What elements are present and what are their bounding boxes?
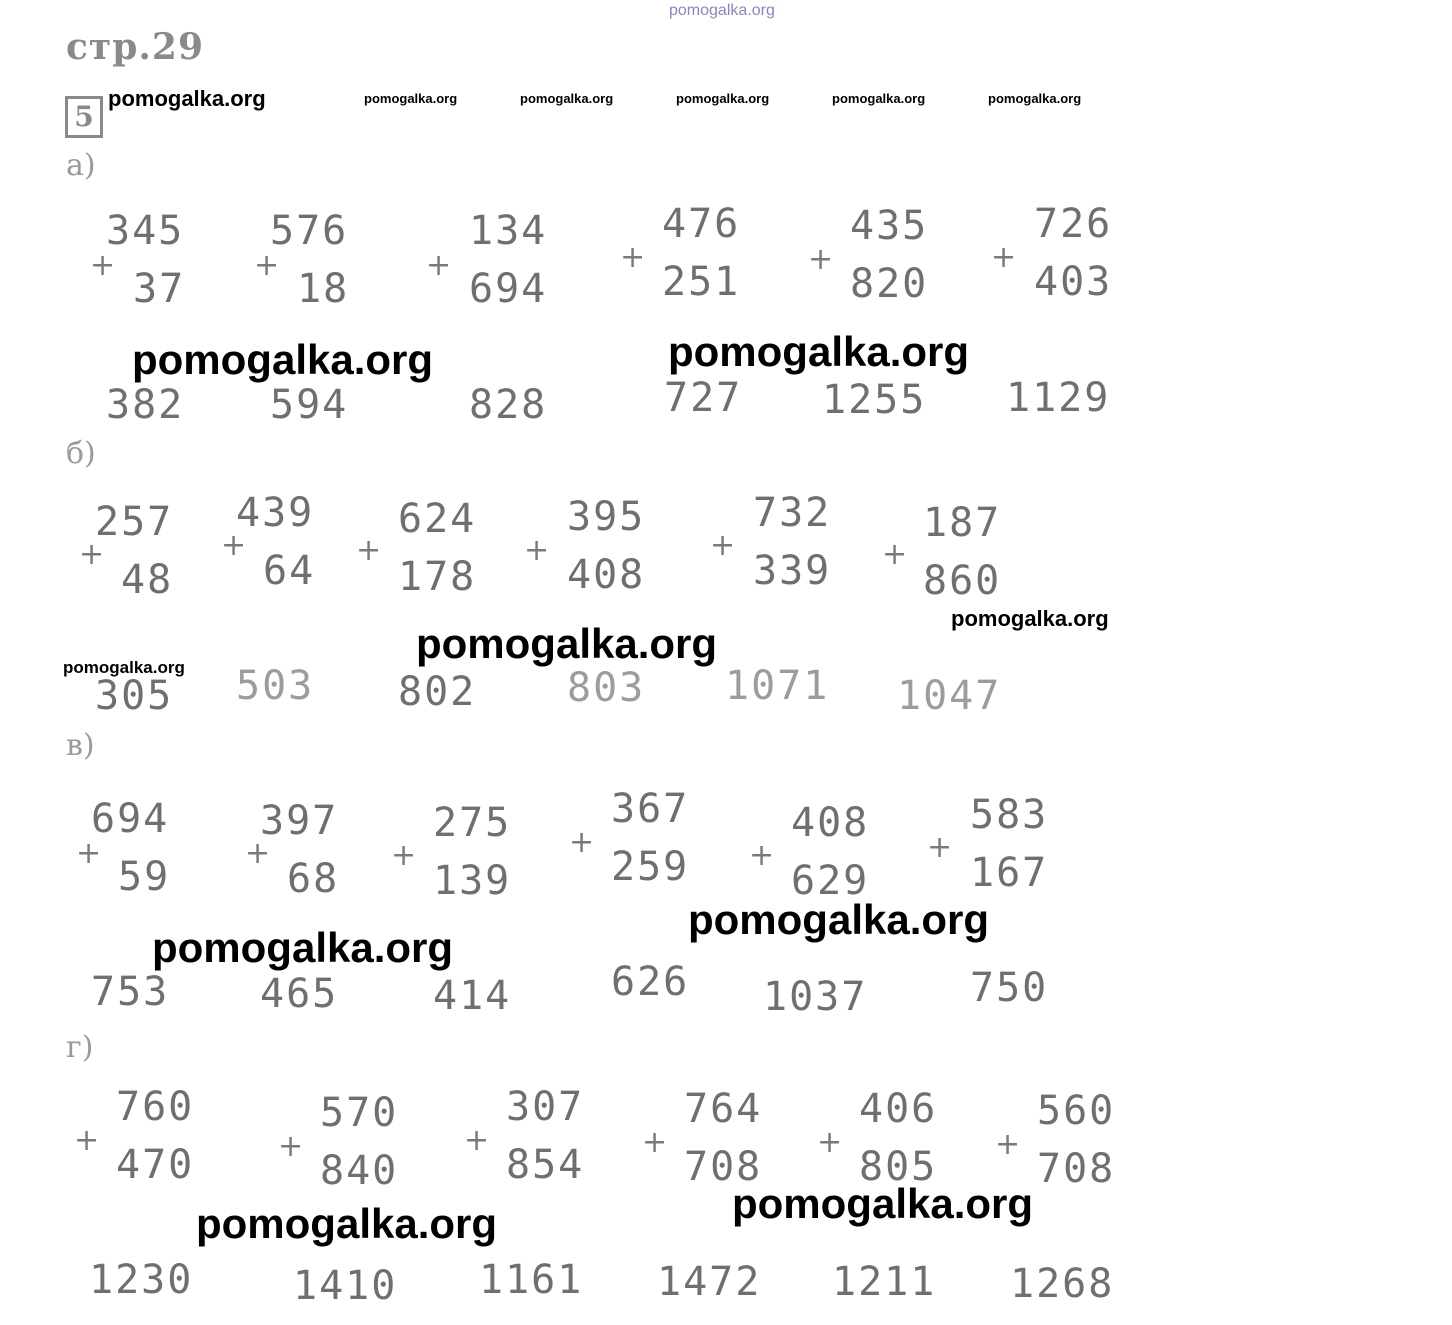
- addend-top: 476: [662, 201, 741, 247]
- plus-sign: +: [808, 242, 834, 277]
- watermark: pomogalka.org: [988, 91, 1082, 106]
- addend-top: 275: [433, 800, 512, 846]
- addend-top: 694: [91, 796, 170, 842]
- page-header: стр.29: [66, 26, 205, 68]
- addend-bottom: 178: [398, 554, 477, 600]
- plus-sign: +: [464, 1123, 490, 1158]
- sum-result: 1047: [897, 673, 1002, 719]
- watermark: pomogalka.org: [832, 91, 926, 106]
- plus-sign: +: [74, 1123, 100, 1158]
- plus-sign: +: [710, 528, 736, 563]
- addend-bottom: 860: [923, 558, 1002, 604]
- sum-result: 414: [433, 973, 512, 1019]
- watermark: pomogalka.org: [676, 91, 770, 106]
- addend-top: 406: [859, 1086, 938, 1132]
- plus-sign: +: [426, 248, 452, 283]
- addend-bottom: 139: [433, 858, 512, 904]
- plus-sign: +: [90, 248, 116, 283]
- addend-top: 395: [567, 494, 646, 540]
- watermark: pomogalka.org: [416, 620, 718, 667]
- plus-sign: +: [620, 240, 646, 275]
- addend-bottom: 37: [133, 266, 186, 312]
- addend-bottom: 854: [506, 1142, 585, 1188]
- plus-sign: +: [79, 537, 105, 572]
- addend-top: 408: [791, 800, 870, 846]
- top-watermark: pomogalka.org: [669, 2, 775, 19]
- plus-sign: +: [221, 528, 247, 563]
- sum-result: 1410: [293, 1263, 398, 1309]
- sum-result: 594: [270, 382, 349, 428]
- plus-sign: +: [524, 533, 550, 568]
- addend-bottom: 64: [263, 548, 316, 594]
- plus-sign: +: [356, 533, 382, 568]
- addend-top: 624: [398, 496, 477, 542]
- section-label-v: в): [66, 728, 95, 763]
- addend-top: 760: [116, 1084, 195, 1130]
- watermark: pomogalka.org: [152, 924, 454, 971]
- addend-bottom: 840: [320, 1148, 399, 1194]
- plus-sign: +: [927, 830, 953, 865]
- watermark: pomogalka.org: [132, 336, 434, 383]
- sum-result: 626: [611, 959, 690, 1005]
- addend-bottom: 708: [684, 1144, 763, 1190]
- addend-bottom: 694: [469, 266, 548, 312]
- watermark: pomogalka.org: [364, 91, 458, 106]
- plus-sign: +: [254, 248, 280, 283]
- addend-bottom: 18: [297, 266, 350, 312]
- addend-top: 576: [270, 208, 349, 254]
- plus-sign: +: [817, 1125, 843, 1160]
- plus-sign: +: [391, 838, 417, 873]
- addend-bottom: 470: [116, 1142, 195, 1188]
- sum-result: 828: [469, 382, 548, 428]
- sum-result: 750: [970, 965, 1049, 1011]
- addend-bottom: 68: [287, 856, 340, 902]
- plus-sign: +: [995, 1127, 1021, 1162]
- watermark: pomogalka.org: [196, 1200, 498, 1247]
- plus-sign: +: [76, 836, 102, 871]
- addend-bottom: 708: [1037, 1146, 1116, 1192]
- addend-top: 435: [850, 203, 929, 249]
- addend-bottom: 805: [859, 1144, 938, 1190]
- watermark: pomogalka.org: [668, 328, 970, 375]
- addend-bottom: 59: [118, 854, 171, 900]
- watermark: pomogalka.org: [951, 606, 1109, 631]
- addend-top: 764: [684, 1086, 763, 1132]
- plus-sign: +: [749, 838, 775, 873]
- sum-result: 753: [91, 969, 170, 1015]
- sum-result: 382: [106, 382, 185, 428]
- addend-top: 367: [611, 786, 690, 832]
- addend-top: 560: [1037, 1088, 1116, 1134]
- addend-bottom: 820: [850, 261, 929, 307]
- addend-top: 732: [753, 490, 832, 536]
- addend-top: 570: [320, 1090, 399, 1136]
- sum-result: 1211: [832, 1259, 937, 1305]
- sum-result: 1230: [89, 1257, 194, 1303]
- plus-sign: +: [882, 537, 908, 572]
- addend-top: 726: [1034, 201, 1113, 247]
- addend-top: 439: [236, 490, 315, 536]
- watermark: pomogalka.org: [688, 896, 990, 943]
- addend-top: 345: [106, 208, 185, 254]
- addend-bottom: 48: [121, 557, 174, 603]
- addend-bottom: 408: [567, 552, 646, 598]
- plus-sign: +: [642, 1125, 668, 1160]
- task-number-box: 5: [65, 96, 103, 138]
- plus-sign: +: [569, 825, 595, 860]
- addend-top: 257: [95, 499, 174, 545]
- addend-bottom: 629: [791, 858, 870, 904]
- sum-result: 1071: [725, 663, 830, 709]
- sum-result: 1472: [657, 1259, 762, 1305]
- addend-top: 187: [923, 500, 1002, 546]
- watermark: pomogalka.org: [732, 1180, 1034, 1227]
- watermark: pomogalka.org: [520, 91, 614, 106]
- sum-result: 1268: [1010, 1261, 1115, 1307]
- sum-result: 1037: [763, 974, 868, 1020]
- addend-top: 134: [469, 208, 548, 254]
- sum-result: 802: [398, 669, 477, 715]
- addend-bottom: 259: [611, 844, 690, 890]
- addend-top: 307: [506, 1084, 585, 1130]
- sum-result: 465: [260, 971, 339, 1017]
- addend-bottom: 167: [970, 850, 1049, 896]
- section-label-g: г): [66, 1030, 94, 1065]
- addend-bottom: 403: [1034, 259, 1113, 305]
- plus-sign: +: [278, 1129, 304, 1164]
- section-label-a: а): [66, 148, 96, 183]
- addend-bottom: 251: [662, 259, 741, 305]
- sum-result: 1161: [479, 1257, 584, 1303]
- sum-result: 503: [236, 663, 315, 709]
- sum-result: 727: [664, 375, 743, 421]
- addend-bottom: 339: [753, 548, 832, 594]
- watermark: pomogalka.org: [108, 86, 266, 111]
- plus-sign: +: [245, 836, 271, 871]
- sum-result: 305: [95, 673, 174, 719]
- addend-top: 583: [970, 792, 1049, 838]
- sum-result: 1255: [822, 377, 927, 423]
- sum-result: 1129: [1006, 375, 1111, 421]
- sum-result: 803: [567, 665, 646, 711]
- addend-top: 397: [260, 798, 339, 844]
- watermark: pomogalka.org: [63, 658, 185, 677]
- plus-sign: +: [991, 240, 1017, 275]
- section-label-b: б): [66, 436, 96, 471]
